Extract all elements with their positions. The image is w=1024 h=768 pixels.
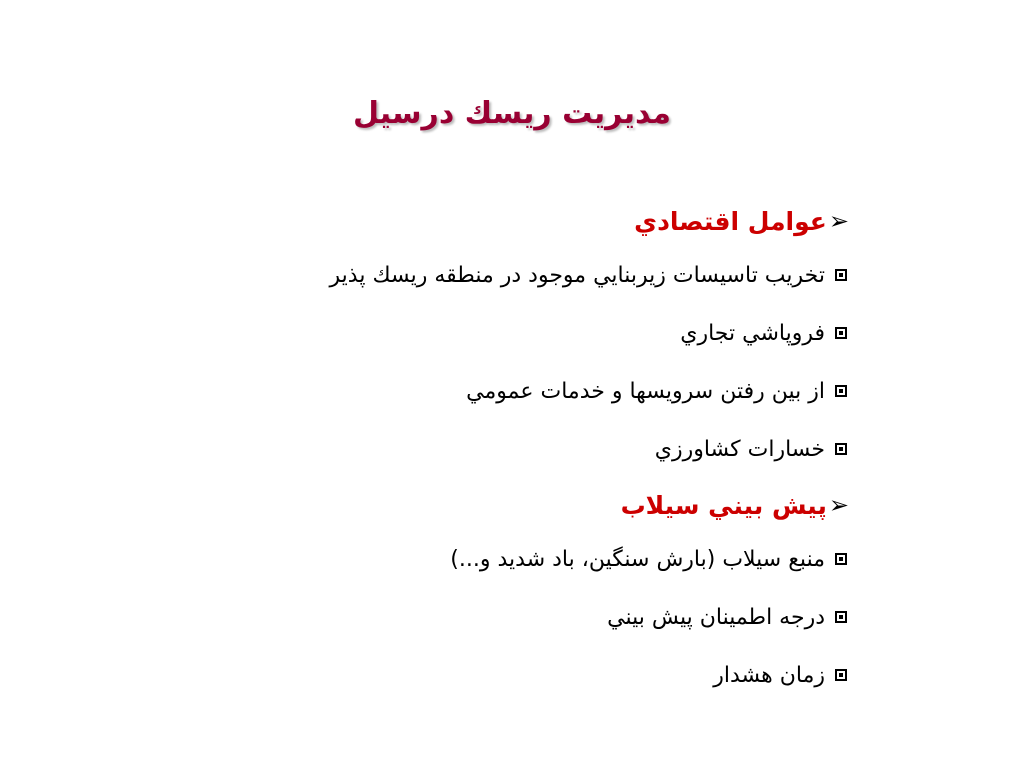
list-item-label: تخريب تاسيسات زيربنايي موجود در منطقه ريسك پذير bbox=[329, 262, 825, 288]
list-item bbox=[149, 646, 849, 704]
list-item bbox=[149, 420, 849, 478]
list-item-label: زمان هشدار bbox=[713, 662, 825, 688]
list-item-label: خسارات كشاورزي bbox=[654, 436, 825, 462]
square-bullet-icon bbox=[835, 553, 847, 565]
section-heading-label: عوامل اقتصادي bbox=[634, 206, 827, 236]
section-heading-economic bbox=[149, 196, 849, 246]
list-item bbox=[149, 362, 849, 420]
list-item bbox=[149, 304, 849, 362]
square-bullet-icon bbox=[835, 443, 847, 455]
square-bullet-icon bbox=[835, 385, 847, 397]
slide-content bbox=[149, 196, 849, 704]
section-heading-label: پيش بيني سيلاب bbox=[620, 490, 827, 520]
list-item-label: از بين رفتن سرويسها و خدمات عمومي bbox=[466, 378, 825, 404]
section-heading-flood-forecast bbox=[149, 480, 849, 530]
slide-title: مديريت ريسك درسيل bbox=[353, 96, 671, 131]
checkmark-arrow-icon: ➢ bbox=[828, 491, 849, 519]
list-item bbox=[149, 530, 849, 588]
list-item bbox=[149, 246, 849, 304]
list-item-label: درجه اطمينان پيش بيني bbox=[607, 604, 825, 630]
list-item-label: منبع سيلاب (بارش سنگين، باد شديد و...) bbox=[450, 546, 825, 572]
checkmark-arrow-icon: ➢ bbox=[828, 207, 849, 235]
square-bullet-icon bbox=[835, 669, 847, 681]
square-bullet-icon bbox=[835, 269, 847, 281]
list-item-label: فروپاشي تجاري bbox=[680, 320, 825, 346]
square-bullet-icon bbox=[835, 327, 847, 339]
list-item bbox=[149, 588, 849, 646]
square-bullet-icon bbox=[835, 611, 847, 623]
